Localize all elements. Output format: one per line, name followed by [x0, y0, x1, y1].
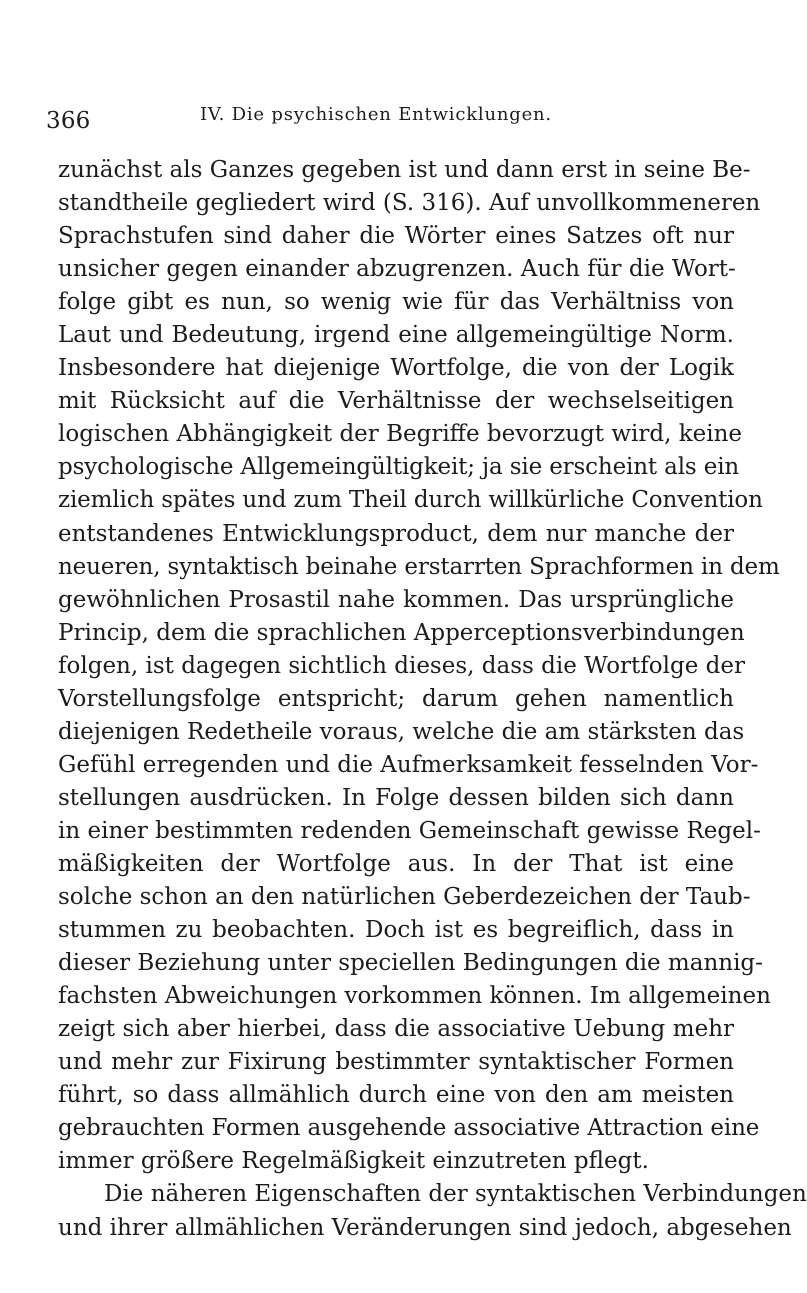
text-line: stummen zu beobachten. Doch ist es begreiflich, dass in	[58, 917, 734, 944]
text-line: entstandenes Entwicklungsproduct, dem nur manche der	[58, 520, 734, 547]
text-line: zunächst als Ganzes gegeben ist und dann erst in seine Be-	[58, 157, 751, 183]
text-line: dieser Beziehung unter speciellen Bedingungen die mannig-	[58, 950, 763, 977]
text-line: ziemlich spätes und zum Theil durch willkürliche Convention	[58, 487, 763, 514]
text-line: stellungen ausdrücken. In Folge dessen bilden sich dann	[58, 784, 734, 811]
text-line: und mehr zur Fixirung bestimmter syntaktischer Formen	[58, 1049, 734, 1076]
text-line: in einer bestimmten redenden Gemeinschaft gewisse Regel-	[58, 817, 761, 844]
text-line: Princip, dem die sprachlichen Apperceptionsverbindungen	[58, 619, 745, 646]
text-line: gewöhnlichen Prosastil nahe kommen. Das ursprüngliche	[58, 586, 734, 613]
page-header	[46, 104, 746, 138]
text-line: psychologische Allgemeingültigkeit; ja sie erscheint als ein	[58, 454, 740, 481]
text-line: zeigt sich aber hierbei, dass die associative Uebung mehr	[58, 1016, 734, 1043]
text-line: Insbesondere hat diejenige Wortfolge, die von der Logik	[58, 355, 734, 382]
text-line: und ihrer allmählichen Veränderungen sind jedoch, abgesehen	[58, 1214, 792, 1241]
text-line: Gefühl erregenden und die Aufmerksamkeit fesselnden Vor-	[58, 751, 759, 778]
text-line: standtheile gegliedert wird (S. 316). Auf unvollkommeneren	[58, 190, 761, 217]
text-line: gebrauchten Formen ausgehende associative Attraction eine	[58, 1115, 760, 1142]
text-line: immer größere Regelmäßigkeit einzutreten pflegt.	[58, 1148, 649, 1175]
running-head: IV. Die psychischen Entwicklungen.	[200, 104, 552, 125]
text-line: Sprachstufen sind daher die Wörter eines Satzes oft nur	[58, 223, 734, 250]
text-line: unsicher gegen einander abzugrenzen. Auch für die Wort-	[58, 256, 736, 283]
text-line: diejenigen Redetheile voraus, welche die am stärksten das	[58, 718, 745, 745]
text-line: solche schon an den natürlichen Geberdezeichen der Taub-	[58, 884, 751, 911]
text-line: logischen Abhängigkeit der Begriffe bevorzugt wird, keine	[58, 421, 743, 448]
page-number: 366	[46, 108, 91, 134]
text-line: fachsten Abweichungen vorkommen können. Im allgemeinen	[58, 983, 771, 1010]
text-line: neueren, syntaktisch beinahe erstarrten Sprachformen in dem	[58, 553, 780, 580]
paragraph-start-line: Die näheren Eigenschaften der syntaktischen Verbindungen	[104, 1181, 807, 1208]
body-text	[58, 154, 807, 1245]
text-line: mäßigkeiten der Wortfolge aus. In der That ist eine	[58, 850, 734, 877]
text-line: folge gibt es nun, so wenig wie für das Verhältniss von	[58, 289, 734, 316]
text-line: Vorstellungsfolge entspricht; darum gehen namentlich	[58, 685, 734, 712]
text-line: Laut und Bedeutung, irgend eine allgemeingültige Norm.	[58, 322, 734, 349]
text-line: mit Rücksicht auf die Verhältnisse der wechselseitigen	[58, 388, 734, 415]
text-line: folgen, ist dagegen sichtlich dieses, dass die Wortfolge der	[58, 652, 745, 679]
text-line: führt, so dass allmählich durch eine von den am meisten	[58, 1082, 734, 1109]
